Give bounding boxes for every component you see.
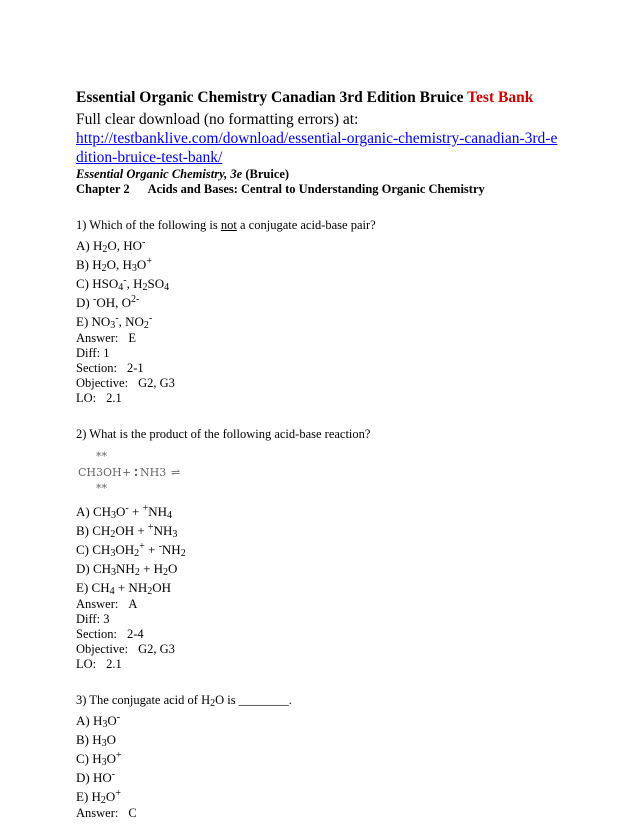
question-1-option-b: B) $H_2O$, $H_3O^+$	[76, 256, 152, 274]
question-1-text: 1) Which of the following is not a conjugate acid-base pair?	[76, 218, 376, 232]
question-1-option-e: E) $NO_3^-$, $NO_2^-$	[76, 313, 153, 331]
download-line: Full clear download (no formatting errors) at:	[76, 111, 359, 128]
download-link[interactable]	[76, 129, 578, 167]
download-link-line1[interactable]: http://testbanklive.com/download/essential-organic-chemistry-canadian-3rd-e	[76, 130, 558, 147]
question-2-lo: LO: 2.1	[76, 657, 122, 671]
question-1-objective: Objective: G2, G3	[76, 376, 175, 390]
reaction-plus: +	[122, 466, 132, 479]
book-title: Essential Organic Chemistry, 3e	[76, 167, 243, 181]
chapter-heading	[76, 182, 578, 197]
book-citation	[76, 167, 578, 182]
reaction-dots-top: **	[96, 450, 107, 463]
chapter-number: Chapter 2	[76, 182, 130, 196]
question-3-option-d: D) HO-	[76, 769, 116, 785]
book-author: (Bruice)	[242, 167, 290, 181]
question-2-section: Section: 2-4	[76, 627, 144, 641]
download-link-line2[interactable]: dition-bruice-test-bank/	[76, 149, 223, 166]
document-title	[76, 88, 578, 108]
reaction-reactant-methanol: CH3OH	[78, 466, 122, 479]
title-test-bank: Test Bank	[467, 89, 534, 106]
title-main: Essential Organic Chemistry Canadian 3rd Edition Bruice	[76, 89, 468, 106]
question-2-option-d: D) $CH_3NH_2 + H_2O$	[76, 561, 178, 578]
question-3-option-b: B) $H_3O$	[76, 732, 117, 749]
question-2-objective: Objective: G2, G3	[76, 642, 175, 656]
lone-pair-dot-bottom	[135, 474, 137, 476]
reaction-image	[76, 448, 578, 502]
question-3-option-e: E) $H_2O^+$	[76, 788, 121, 806]
question-1-option-d: D) -OH, $O^{2-}$	[76, 294, 140, 310]
question-1-not: not	[220, 218, 237, 232]
question-1-answer: Answer: E	[76, 331, 136, 345]
equilibrium-arrow-icon: ⇌	[171, 466, 181, 479]
question-1-section: Section: 2-1	[76, 361, 144, 375]
question-1-diff: Diff: 1	[76, 346, 110, 360]
question-1-option-a: A) $H_2O$, HO-	[76, 237, 146, 255]
question-3	[76, 692, 578, 821]
reaction-dots-bottom: **	[96, 482, 107, 495]
question-3-option-c: C) $H_3O^+$	[76, 750, 122, 768]
question-1-option-c: C) $HSO_4^-$, $H_2SO_4$	[76, 275, 170, 293]
question-1	[76, 217, 578, 406]
question-2-option-c: C) $CH_3OH_2^+ + ^-NH_2$	[76, 541, 186, 559]
reaction-diagram	[76, 448, 216, 502]
question-2	[76, 426, 578, 672]
question-3-text: 3) The conjugate acid of $H_2O$ is ________.	[76, 693, 292, 709]
question-2-answer: Answer: A	[76, 597, 138, 611]
question-2-option-e: E) $CH_4 + NH_2OH$	[76, 580, 171, 597]
question-2-text: 2) What is the product of the following acid-base reaction?	[76, 427, 371, 441]
chapter-title: Acids and Bases: Central to Understanding Organic Chemistry	[147, 182, 485, 196]
question-3-option-a: A) $H_3O^-$	[76, 712, 121, 730]
lone-pair-dot-top	[135, 469, 137, 471]
reaction-reactant-ammonia: NH3	[140, 466, 167, 479]
question-3-answer: Answer: C	[76, 806, 137, 820]
question-2-option-b: B) $CH_2OH + ^+NH_3$	[76, 522, 178, 540]
question-2-option-a: A) $CH_3O^- + ^+NH_4$	[76, 503, 173, 521]
question-2-diff: Diff: 3	[76, 612, 110, 626]
question-1-lo: LO: 2.1	[76, 391, 122, 405]
